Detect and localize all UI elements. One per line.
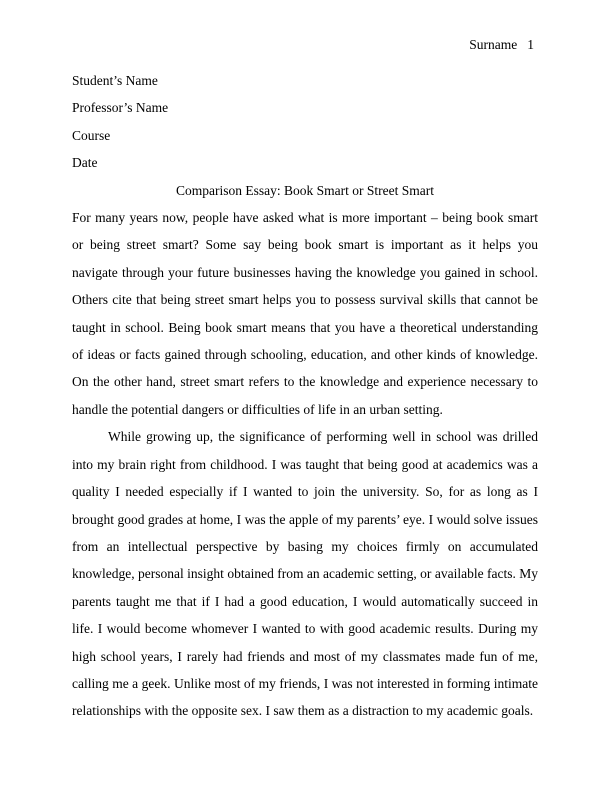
student-name: Student’s Name bbox=[72, 73, 158, 88]
header-surname: Surname bbox=[469, 37, 518, 52]
course: Course bbox=[72, 127, 111, 143]
running-head bbox=[469, 37, 534, 53]
date: Date bbox=[72, 155, 98, 171]
essay-body bbox=[72, 67, 538, 725]
paragraph-2: While growing up, the significance of performing well in school was drilled into my brain right from childhood. I was taught that being good at academics was a quality I needed especially if I wanted to join the university. So, for as long as I brought good grades at home, I was the apple of my parents’ eye. I would solve issues from an intellectual perspective by basing my choices firmly on accumulated knowledge, personal insight obtained from an academic setting, or available facts. My parents taught me that if I had a good education, I would automatically succeed in life. I would become whomever I wanted to with good academic results. During my high school years, I rarely had friends and most of my classmates made fun of me, calling me a geek. Unlike most of my friends, I was not interested in forming intimate relationships with the opposite sex. I saw them as a distraction to my academic goals. bbox=[72, 429, 538, 719]
paragraph-1: For many years now, people have asked what is more important – being book smart or being street smart? Some say being book smart is important as it helps you navigate through your future businesses having the knowledge you gained in school. Others cite that being street smart helps you to possess survival skills that cannot be taught in school. Being book smart means that you have a theoretical understanding of ideas or facts gained through schooling, education, and other kinds of knowledge. On the other hand, street smart refers to the knowledge and experience necessary to handle the potential dangers or difficulties of life in an urban setting. bbox=[72, 210, 538, 417]
essay-title: Comparison Essay: Book Smart or Street Smart bbox=[176, 182, 434, 198]
page-number: 1 bbox=[527, 37, 534, 52]
professor-name: Professor’s Name bbox=[72, 100, 169, 116]
